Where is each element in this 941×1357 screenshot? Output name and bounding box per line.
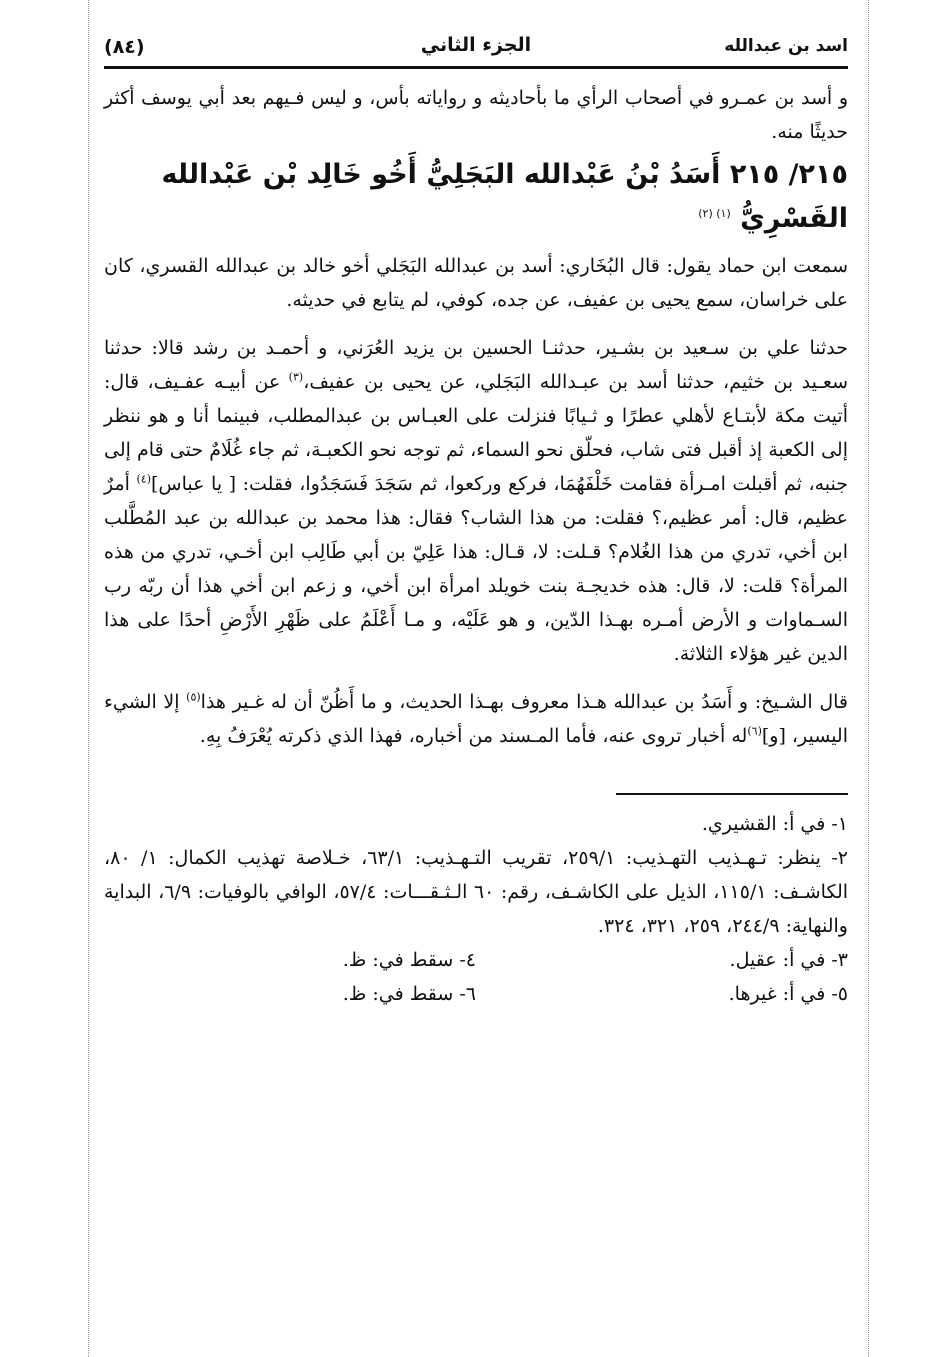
footnote-3: ٣- في أ: عقيل.: [729, 949, 848, 971]
entry-title-text: ٢١٥/ ٢١٥ أَسَدُ بْنُ عَبْدالله البَجَلِيُّ أَخُو خَالِد بْن عَبْدالله القَسْرِيُّ: [161, 159, 848, 234]
entry-title: [104, 153, 848, 241]
paragraph-2-c: أمرٌ عظيم، قال: أمر عظيم،؟ فقلت: من هذا الشاب؟ فقال: هذا محمد بن عبدالله بن عبد المُطَّلب ابن أخي، تدري من هذا الغُلام؟ قـلت: لا، قـال: هذا عَلِيّ بن أبي طَالِب ابن أخـي، تدري من هذه المرأة؟ قلت: لا، قال: هذه خديجـة بنت خويلد امرأة ابن أخي، و زعم ابن أخي هذا أن ربّه رب السـماوات و الأرض أمـره بهـذا الدّين، و هو عَلَيْه، و مـا أَعْلَمُ على ظَهْرِ الأَرْضِ أحدًا على هذا الدين غير هؤلاء الثلاثة.: [104, 473, 849, 665]
paragraph-3-c: له أخبار تروى عنه، فأما المـسند من أخباره، فهذا الذي ذكرته يُعْرَفُ بِهِ.: [199, 725, 748, 747]
paragraph-1: سمعت ابن حماد يقول: قال البُخَاري: أسد بن عبدالله البَجَلي أخو خالد بن عبدالله القسري، كان على خراسان، سمع يحيى بن عفيف، عن جده، كوفي، لم يتابع في حديثه.: [104, 255, 848, 311]
footnote-4: ٤- سقط في: ظ.: [342, 949, 476, 971]
footnote-divider: [616, 793, 848, 795]
margin-guide-right: [868, 0, 869, 1357]
footnote-row-3-4: [104, 943, 848, 977]
paragraph-3-b: إلا الشيء اليسير، [و]: [104, 691, 848, 747]
footnote-row-5-6: [104, 977, 848, 1011]
footnotes: [104, 807, 848, 1011]
footnote-ref-3: (٣): [288, 370, 304, 384]
paragraph-3-a: قال الشـيخ: و أَسَدُ بن عبدالله هـذا معروف بهـذا الحديث، و ما أَظُنّ أن له غـير هذا: [200, 691, 848, 713]
document-page: [104, 34, 848, 1011]
intro-paragraph: و أسد بن عمـرو في أصحاب الرأي ما بأحاديثه و رواياته بأس، و ليس فـيهم بعد أبي يوسف أكثر حديثًا منه.: [104, 87, 848, 143]
entry-title-refs: (١) (٢): [698, 207, 731, 220]
page-number: (٨٤): [104, 36, 145, 58]
paragraph-2: [104, 331, 848, 671]
paragraph-2-a: حدثنا علي بن سـعيد بن بشـير، حدثنـا الحسين بن يزيد العُرَني، و أحمـد بن رشد قالا: حدثنا سعـيد بن خثيم، حدثنا أسد بن عبـدالله البَجَلي، عن يحيى بن عفيف،: [104, 337, 849, 393]
footnote-6: ٦- سقط في: ظ.: [342, 983, 476, 1005]
footnote-ref-6: (٦): [747, 724, 762, 738]
footnote-ref-4: (٤): [136, 472, 152, 486]
part-label: الجزء الثاني: [420, 34, 532, 56]
footnote-1: ١- في أ: القشيري.: [701, 813, 848, 835]
paragraph-3: [104, 685, 848, 753]
footnote-2: ٢- ينظر: تـهـذيب التهـذيب: ٢٥٩/١، تقريب التـهـذيب: ٦٣/١، خـلاصة تهذيب الكمال: ١/ ٨٠، الكاشـف: ١١٥/١، الذيل على الكاشـف، رقم: ٦٠ الـثـقـــات: ٥٧/٤، الوافي بالوفيات: ٦/٩، البداية والنهاية: ٢٤٤/٩، ٢٥٩، ٣٢١، ٣٢٤.: [104, 847, 849, 937]
footnote-5: ٥- في أ: غيرها.: [728, 983, 848, 1005]
running-title: اسد بن عبدالله: [724, 36, 848, 56]
margin-guide-left: [88, 0, 89, 1357]
running-header: [104, 34, 848, 69]
footnote-ref-5: (٥): [186, 690, 201, 704]
paragraph-2-b: عن أبيـه عفـيف، قال: أتيت مكة لأبتـاع لأهلي عطرًا و ثـيابًا فنزلت على العبـاس بن عبدالمطلب، فبينما أنا و هو ننظر إلى الكعبة إذ أقبل فتى شاب، فحلّق نحو السماء، ثم توجه نحو الكعبـة، ثم جاء غُلَامٌ حتى قام إلى جنبه، ثم أقبلت امـرأة فقامت خَلْفَهُمَا، فركع وركعوا، ثم سَجَدَ فَسَجَدُوا، فقلت: [ يا عباس]: [104, 371, 848, 495]
